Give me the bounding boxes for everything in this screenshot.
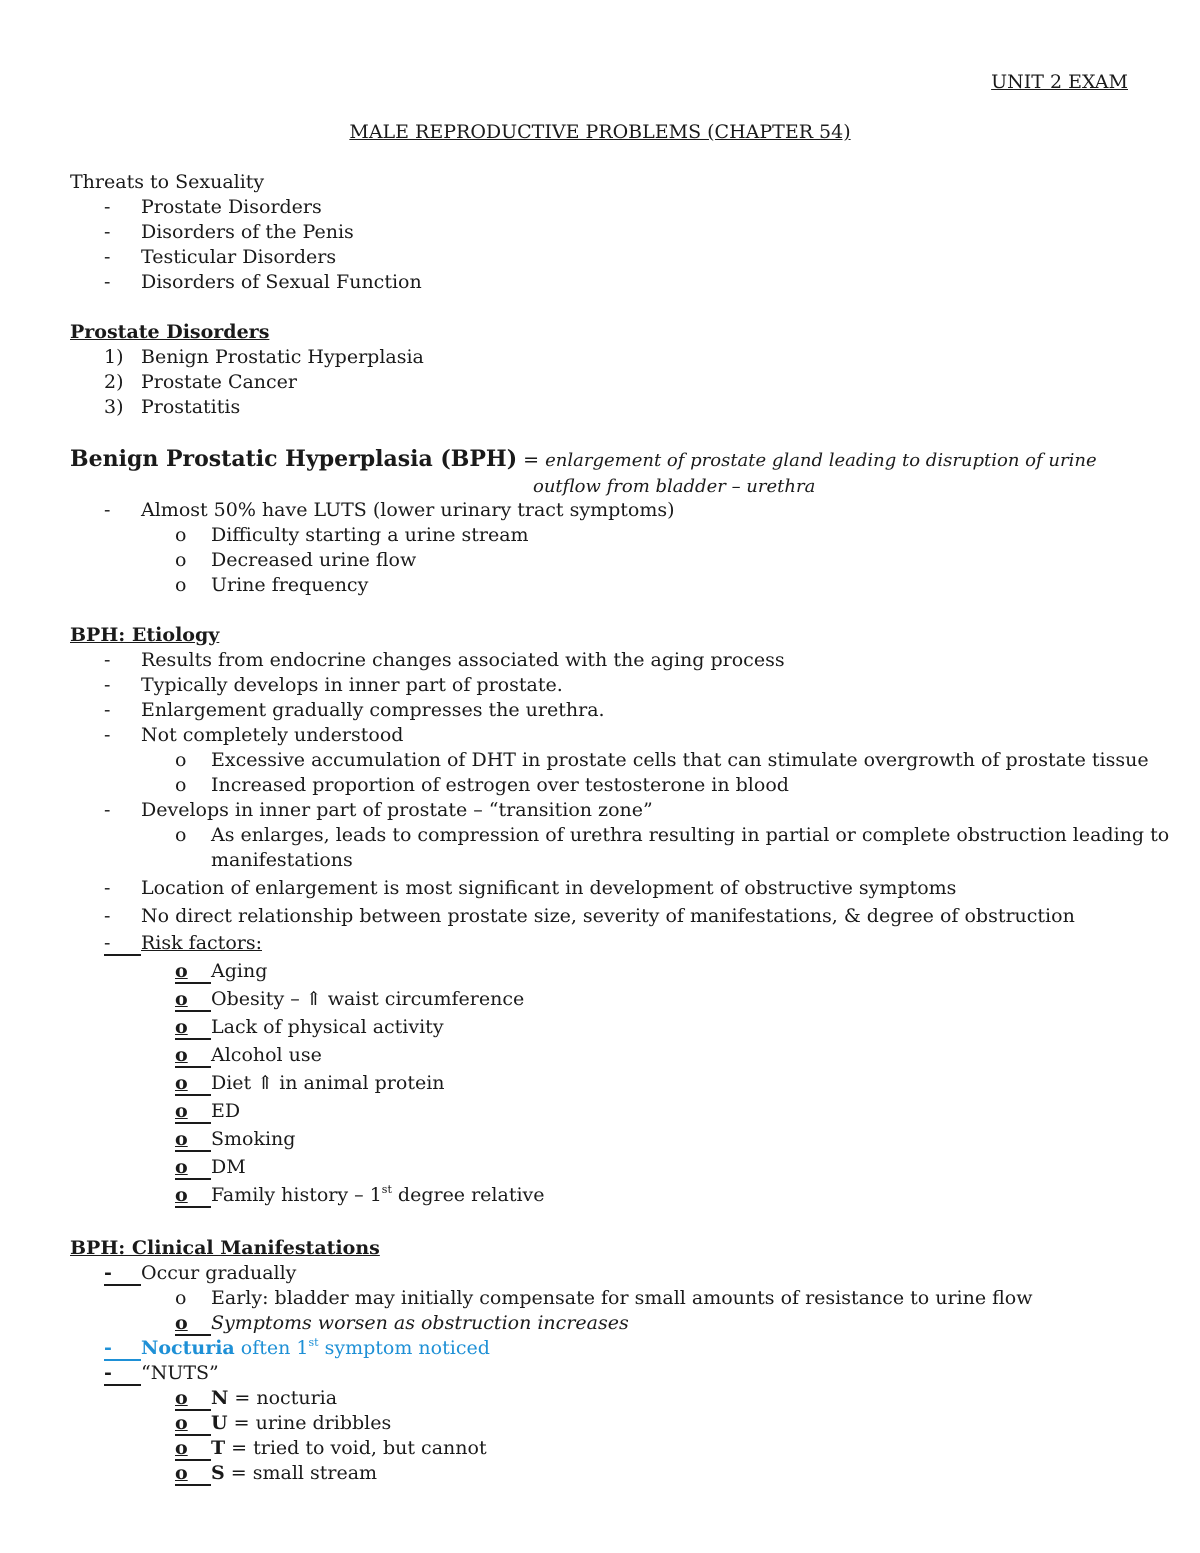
underline-rule [175, 1122, 211, 1124]
luts-subitem: Urine frequency [211, 574, 369, 596]
list-item [0, 1261, 1200, 1287]
bullet-marker: o [175, 1072, 188, 1094]
nocturia-text: often 1 [234, 1337, 309, 1359]
dash-marker: - [104, 724, 111, 746]
list-item [0, 1336, 1200, 1362]
underline-rule [175, 1094, 211, 1096]
list-item [0, 931, 1200, 957]
etiology-subitem: Excessive accumulation of DHT in prostate cells that can stimulate overgrowth of prostate tissue [211, 749, 1149, 771]
clinical-subitem: Early: bladder may initially compensate for small amounts of resistance to urine flow [211, 1287, 1033, 1309]
underline-rule [175, 1010, 211, 1012]
bullet-marker: o [175, 524, 187, 546]
nocturia-item [141, 1336, 490, 1361]
bullet-marker: o [175, 824, 187, 846]
page-title: MALE REPRODUCTIVE PROBLEMS (CHAPTER 54) [349, 121, 851, 143]
threat-item: Disorders of the Penis [141, 221, 354, 243]
superscript: st [308, 1335, 319, 1349]
nuts-text: = small stream [224, 1462, 378, 1484]
underline-rule [175, 1178, 211, 1180]
luts-subitem: Difficulty starting a urine stream [211, 524, 529, 546]
luts-subitem: Decreased urine flow [211, 549, 417, 571]
list-item [0, 959, 1200, 985]
bullet-marker: o [175, 988, 188, 1010]
bullet-marker: o [175, 1312, 188, 1334]
bullet-marker: o [175, 1287, 187, 1309]
etiology-item: Enlargement gradually compresses the urethra. [141, 699, 605, 721]
threat-item: Disorders of Sexual Function [141, 271, 422, 293]
risk-factor: Diet ⇑ in animal protein [211, 1072, 445, 1094]
nuts-heading: “NUTS” [141, 1362, 219, 1384]
bullet-marker: o [175, 1184, 188, 1206]
list-item [0, 1071, 1200, 1097]
dash-marker: - [104, 1262, 112, 1284]
dash-marker: - [104, 799, 111, 821]
list-item [0, 1183, 1200, 1209]
bph-definition: enlargement of prostate gland leading to disruption of urine [545, 450, 1097, 471]
etiology-heading: BPH: Etiology [70, 624, 220, 646]
dash-marker: - [104, 649, 111, 671]
etiology-item: Not completely understood [141, 724, 404, 746]
list-item [0, 1155, 1200, 1181]
risk-factors-heading: Risk factors: [141, 932, 262, 954]
list-item [0, 1015, 1200, 1041]
nuts-letter: T [211, 1437, 226, 1459]
equals-sign: = [523, 449, 540, 471]
underline-rule [175, 982, 211, 984]
dash-marker: - [104, 905, 111, 927]
list-item [0, 1043, 1200, 1069]
nocturia-text-end: symptom noticed [318, 1337, 490, 1359]
dash-marker: - [104, 699, 111, 721]
etiology-item: Typically develops in inner part of prostate. [141, 674, 563, 696]
disorder-item: Benign Prostatic Hyperplasia [141, 346, 424, 368]
dash-marker: - [104, 877, 111, 899]
nuts-item [211, 1436, 487, 1461]
nuts-letter: N [211, 1387, 229, 1409]
nuts-item [211, 1461, 377, 1486]
dash-marker: - [104, 674, 111, 696]
list-item [0, 1461, 1200, 1487]
underline-rule [175, 1038, 211, 1040]
list-item [0, 1436, 1200, 1462]
bullet-marker: o [175, 574, 187, 596]
clinical-heading: BPH: Clinical Manifestations [70, 1237, 380, 1259]
dash-marker: - [104, 1362, 112, 1384]
etiology-item: No direct relationship between prostate size, severity of manifestations, & degree of obstruction [141, 905, 1075, 927]
threat-item: Prostate Disorders [141, 196, 322, 218]
dash-marker: - [104, 499, 111, 521]
etiology-subitem-cont: manifestations [211, 849, 353, 871]
prostate-disorders-heading: Prostate Disorders [70, 321, 270, 343]
risk-factor: ED [211, 1100, 241, 1122]
dash-marker: - [104, 932, 111, 954]
item-number: 3) [104, 396, 124, 418]
underline-rule [175, 1206, 211, 1208]
dash-marker: - [104, 1337, 112, 1359]
dash-marker: - [104, 246, 111, 268]
dash-marker: - [104, 271, 111, 293]
nuts-item [211, 1386, 337, 1411]
nuts-text: = nocturia [228, 1387, 338, 1409]
bullet-marker: o [175, 960, 188, 982]
risk-factor-family [211, 1183, 545, 1208]
bullet-marker: o [175, 1462, 188, 1484]
nuts-letter: U [211, 1412, 228, 1434]
threat-item: Testicular Disorders [141, 246, 337, 268]
unit-label: UNIT 2 EXAM [991, 71, 1128, 93]
clinical-subitem: Symptoms worsen as obstruction increases [211, 1312, 629, 1334]
risk-factor: Aging [211, 960, 268, 982]
etiology-subitem: As enlarges, leads to compression of urethra resulting in partial or complete obstruction leading to [211, 824, 1170, 846]
item-number: 1) [104, 346, 124, 368]
list-item [0, 1099, 1200, 1125]
risk-factor: Lack of physical activity [211, 1016, 444, 1038]
superscript: st [381, 1182, 392, 1196]
etiology-item: Develops in inner part of prostate – “transition zone” [141, 799, 653, 821]
etiology-item: Results from endocrine changes associated with the aging process [141, 649, 785, 671]
bullet-marker: o [175, 749, 187, 771]
underline-rule [104, 954, 141, 956]
nuts-letter: S [211, 1462, 225, 1484]
bph-heading: Benign Prostatic Hyperplasia (BPH) [70, 446, 518, 472]
risk-factor: DM [211, 1156, 246, 1178]
family-history-text: Family history – 1 [211, 1184, 382, 1206]
clinical-item: Occur gradually [141, 1262, 297, 1284]
bullet-marker: o [175, 1100, 188, 1122]
family-history-text-end: degree relative [391, 1184, 545, 1206]
list-item [0, 1361, 1200, 1387]
item-number: 2) [104, 371, 124, 393]
underline-rule [175, 1484, 211, 1486]
risk-factor: Alcohol use [211, 1044, 322, 1066]
list-item [0, 1127, 1200, 1153]
list-item [0, 1386, 1200, 1412]
underline-rule [104, 1284, 141, 1286]
bullet-marker: o [175, 549, 187, 571]
nocturia-term: Nocturia [141, 1337, 235, 1359]
bph-definition-line [70, 447, 1097, 473]
bullet-marker: o [175, 1437, 188, 1459]
etiology-subitem: Increased proportion of estrogen over testosterone in blood [211, 774, 789, 796]
bullet-marker: o [175, 1128, 188, 1150]
list-item [0, 1411, 1200, 1437]
bullet-marker: o [175, 774, 187, 796]
threats-heading: Threats to Sexuality [70, 171, 265, 193]
luts-item: Almost 50% have LUTS (lower urinary tract symptoms) [141, 499, 675, 521]
disorder-item: Prostate Cancer [141, 371, 298, 393]
bph-definition-cont: outflow from bladder – urethra [533, 476, 816, 497]
dash-marker: - [104, 196, 111, 218]
bullet-marker: o [175, 1387, 188, 1409]
risk-factor: Obesity – ⇑ waist circumference [211, 988, 525, 1010]
bullet-marker: o [175, 1412, 188, 1434]
bullet-marker: o [175, 1016, 188, 1038]
nuts-text: = tried to void, but cannot [225, 1437, 487, 1459]
etiology-item: Location of enlargement is most significant in development of obstructive symptoms [141, 877, 957, 899]
nuts-text: = urine dribbles [227, 1412, 392, 1434]
bullet-marker: o [175, 1044, 188, 1066]
list-item [0, 1311, 1200, 1337]
disorder-item: Prostatitis [141, 396, 241, 418]
bullet-marker: o [175, 1156, 188, 1178]
nuts-item [211, 1411, 391, 1436]
dash-marker: - [104, 221, 111, 243]
underline-rule [175, 1066, 211, 1068]
risk-factor: Smoking [211, 1128, 296, 1150]
underline-rule [175, 1150, 211, 1152]
list-item [0, 987, 1200, 1013]
